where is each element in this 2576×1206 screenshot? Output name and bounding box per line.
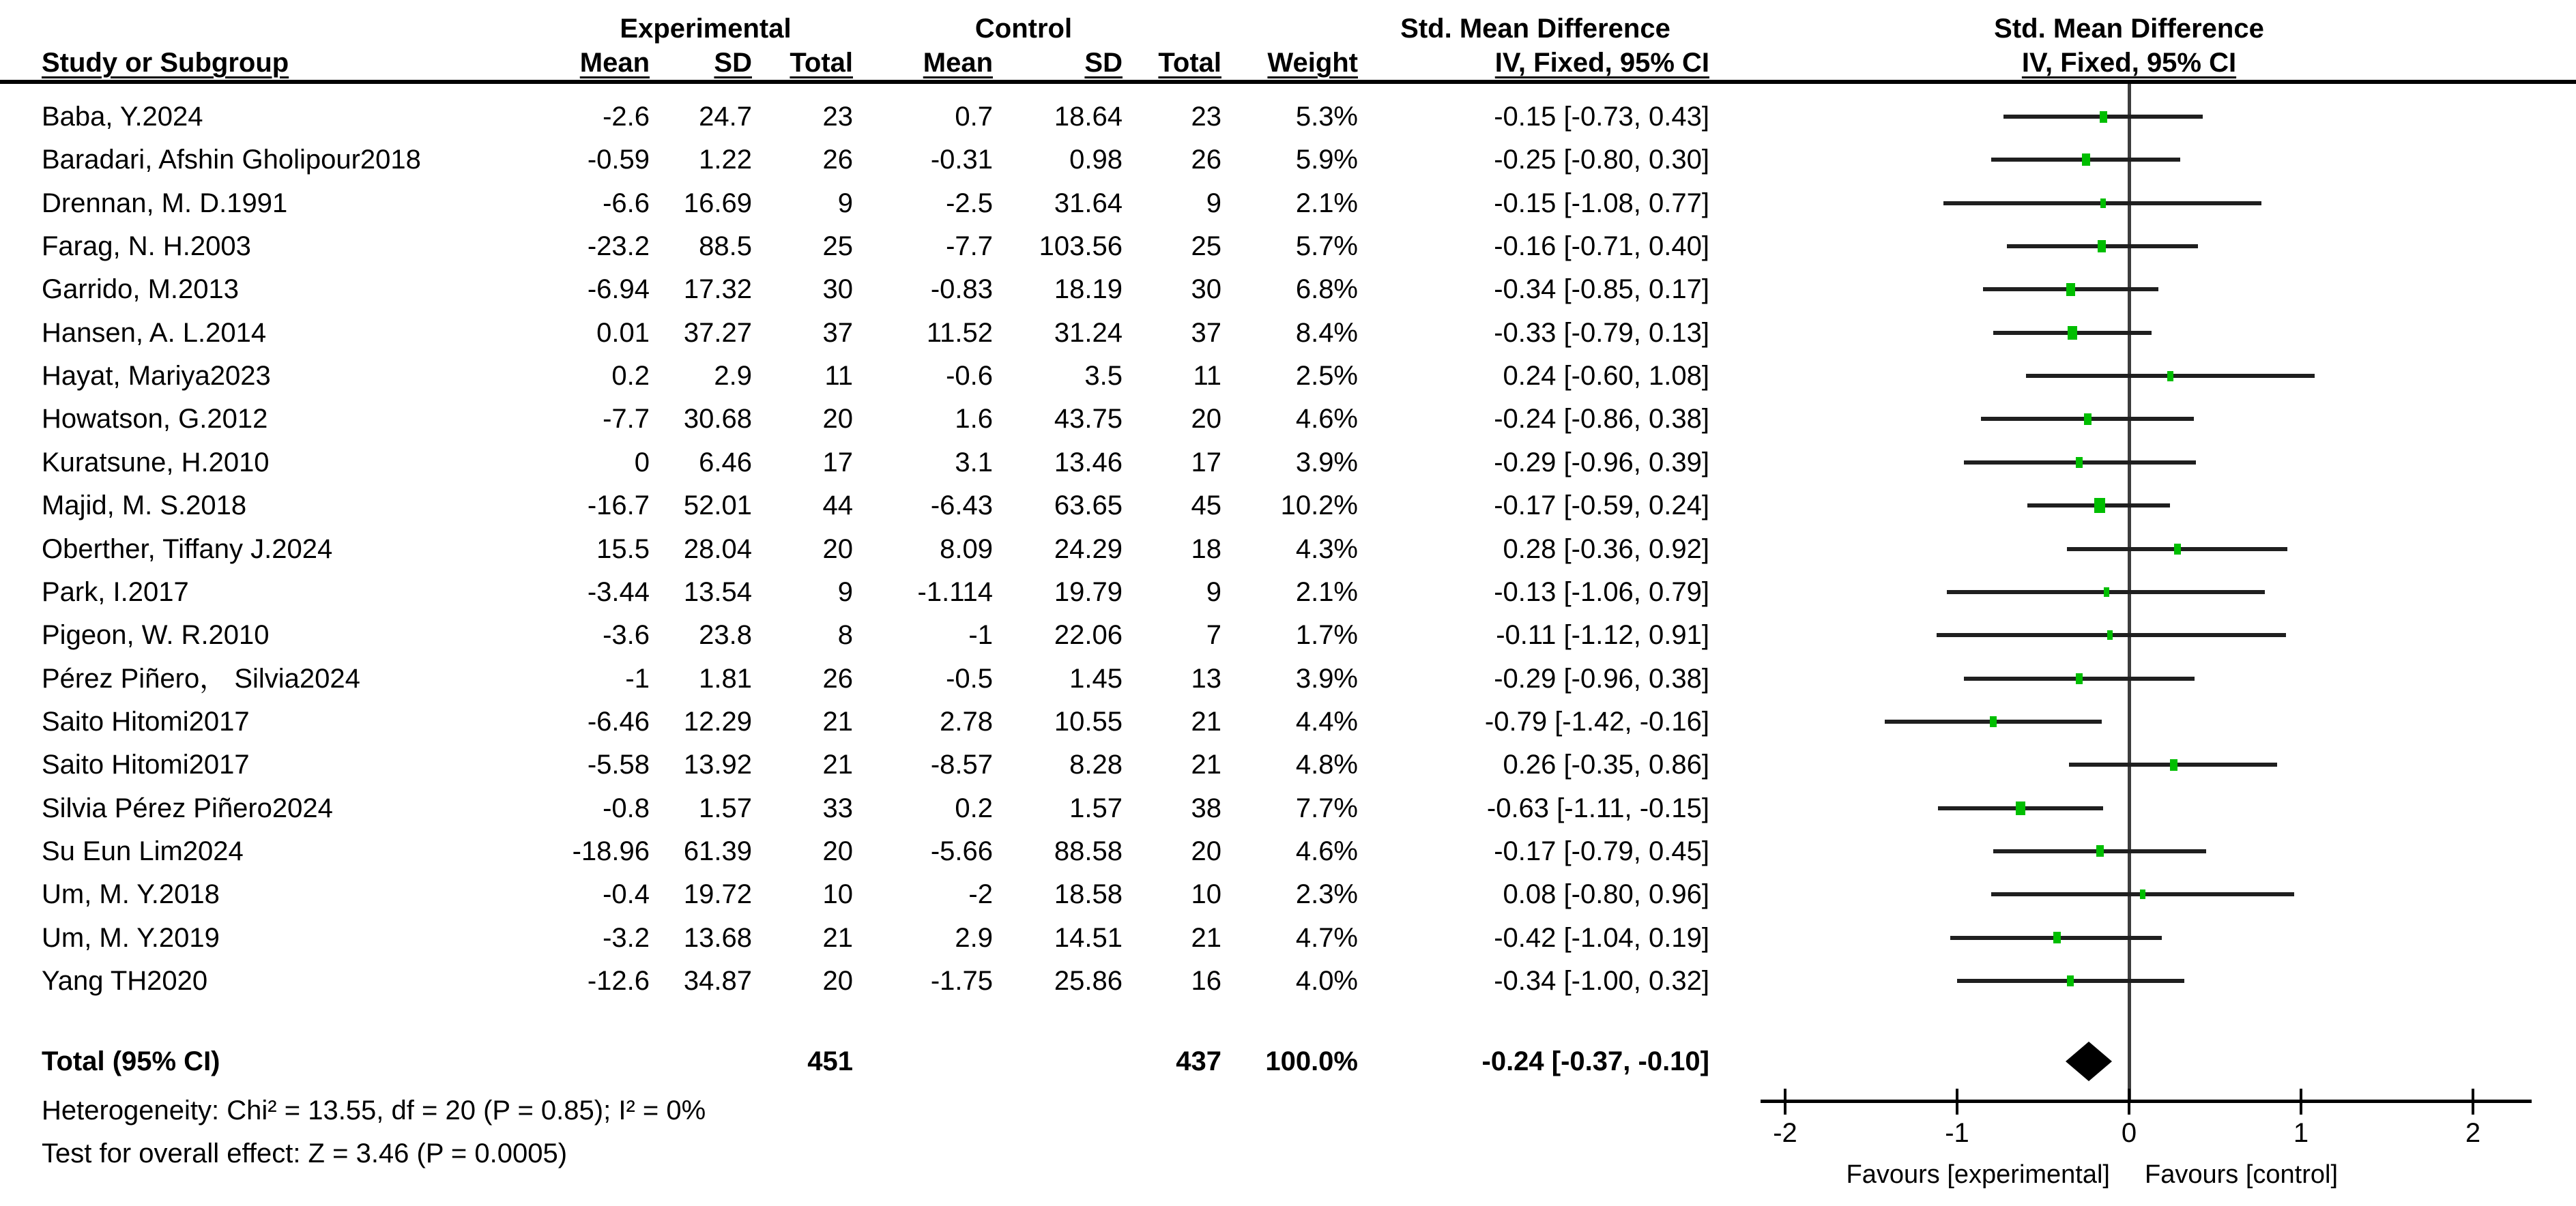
ci-text-value: -0.34 [-1.00, 0.32] [1494, 966, 1709, 996]
ci-text-column-header: IV, Fixed, 95% CI [1494, 48, 1709, 78]
axis-tick-label: 1 [2293, 1118, 2309, 1148]
effect-marker [2167, 371, 2173, 381]
pooled-diamond [2066, 1042, 2112, 1081]
ci-text-value: -0.42 [-1.04, 0.19] [1494, 923, 1709, 953]
ctrl-mean-value: 0.7 [955, 102, 993, 132]
ctrl-mean-value: -2.5 [946, 188, 993, 218]
exp-total-value: 33 [822, 793, 853, 823]
study-name: Baba, Y.2024 [42, 102, 203, 132]
ctrl-sd-value: 63.65 [1054, 490, 1123, 520]
study-name: Pérez Piñero， Silvia2024 [42, 664, 360, 694]
exp-sd-column-header: SD [714, 48, 752, 78]
total-ci-text: -0.24 [-0.37, -0.10] [1481, 1046, 1709, 1076]
ci-text-value: -0.63 [-1.11, -0.15] [1486, 793, 1709, 823]
exp-sd-value: 16.69 [683, 188, 752, 218]
ctrl-mean-value: -7.7 [946, 231, 993, 261]
exp-sd-value: 19.72 [683, 879, 752, 909]
exp-total-value: 21 [822, 707, 853, 737]
exp-mean-value: -0.59 [587, 145, 650, 175]
ctrl-total-value: 26 [1191, 145, 1221, 175]
study-name: Saito Hitomi2017 [42, 707, 250, 737]
exp-mean-value: 0.2 [611, 361, 650, 391]
weight-value: 2.1% [1295, 577, 1358, 607]
weight-value: 4.3% [1295, 534, 1358, 564]
ctrl-mean-value: -1.114 [917, 577, 993, 607]
exp-mean-value: 0 [634, 447, 650, 477]
ctrl-total-value: 37 [1191, 318, 1221, 348]
x-axis-line [1761, 1100, 2532, 1103]
ci-text-value: 0.24 [-0.60, 1.08] [1503, 361, 1709, 391]
weight-value: 8.4% [1295, 318, 1358, 348]
total-row-label: Total (95% CI) [42, 1046, 220, 1076]
ctrl-total-value: 16 [1191, 966, 1221, 996]
effect-marker [1990, 716, 1997, 727]
exp-mean-column-header: Mean [579, 48, 650, 78]
study-name: Majid, M. S.2018 [42, 490, 247, 520]
exp-total-value: 26 [822, 664, 853, 694]
exp-mean-value: -0.8 [603, 793, 650, 823]
ci-text-value: -0.11 [-1.12, 0.91] [1496, 620, 1709, 650]
study-name: Yang TH2020 [42, 966, 208, 996]
exp-mean-value: 0.01 [596, 318, 650, 348]
effect-marker [2107, 630, 2113, 640]
ctrl-total-value: 18 [1191, 534, 1221, 564]
exp-mean-value: -3.6 [603, 620, 650, 650]
ci-text-value: -0.29 [-0.96, 0.38] [1494, 664, 1709, 694]
axis-tick [1784, 1089, 1786, 1115]
ctrl-sd-value: 0.98 [1069, 145, 1123, 175]
exp-sd-value: 23.8 [699, 620, 752, 650]
exp-sd-value: 12.29 [683, 707, 752, 737]
effect-marker [2098, 240, 2106, 252]
study-name: Park, I.2017 [42, 577, 189, 607]
study-name: Saito Hitomi2017 [42, 750, 250, 780]
ci-text-value: 0.08 [-0.80, 0.96] [1503, 879, 1709, 909]
effect-marker [2100, 198, 2106, 208]
ctrl-total-value: 30 [1191, 274, 1221, 304]
exp-sd-value: 2.9 [714, 361, 752, 391]
effect-marker [2076, 457, 2083, 468]
effect-marker [2016, 801, 2025, 815]
ctrl-sd-value: 1.57 [1069, 793, 1123, 823]
smd-text-column-header: Std. Mean Difference [1400, 14, 1670, 44]
study-name: Um, M. Y.2018 [42, 879, 220, 909]
ctrl-total-value: 21 [1191, 923, 1221, 953]
exp-total-value: 10 [822, 879, 853, 909]
exp-total-value: 17 [822, 447, 853, 477]
study-name: Farag, N. H.2003 [42, 231, 251, 261]
study-name: Garrido, M.2013 [42, 274, 240, 304]
effect-marker [2104, 587, 2109, 597]
axis-tick [2128, 1089, 2130, 1115]
effect-marker [2096, 845, 2104, 857]
exp-mean-value: -1 [625, 664, 650, 694]
total-weight: 100.0% [1265, 1046, 1358, 1076]
axis-tick-label: -1 [1945, 1118, 1969, 1148]
ctrl-total-value: 17 [1191, 447, 1221, 477]
weight-value: 2.1% [1295, 188, 1358, 218]
effect-marker [2066, 283, 2075, 296]
ctrl-sd-value: 18.64 [1054, 102, 1123, 132]
effect-marker [2170, 759, 2177, 771]
weight-column-header: Weight [1267, 48, 1358, 78]
weight-value: 3.9% [1295, 664, 1358, 694]
ctrl-mean-value: 1.6 [955, 404, 993, 434]
ci-text-value: 0.26 [-0.35, 0.86] [1503, 750, 1709, 780]
study-name: Drennan, M. D.1991 [42, 188, 288, 218]
exp-mean-value: -7.7 [603, 404, 650, 434]
exp-sd-value: 52.01 [683, 490, 752, 520]
exp-mean-value: 15.5 [596, 534, 650, 564]
ctrl-mean-column-header: Mean [923, 48, 993, 78]
exp-total-value: 20 [822, 966, 853, 996]
weight-value: 6.8% [1295, 274, 1358, 304]
axis-tick [2472, 1089, 2474, 1115]
ctrl-mean-value: 2.78 [940, 707, 993, 737]
ci-text-value: -0.29 [-0.96, 0.39] [1494, 447, 1709, 477]
ctrl-sd-value: 25.86 [1054, 966, 1123, 996]
exp-total-value: 21 [822, 923, 853, 953]
ctrl-sd-value: 18.19 [1054, 274, 1123, 304]
exp-total-value: 20 [822, 534, 853, 564]
weight-value: 7.7% [1295, 793, 1358, 823]
exp-mean-value: -6.6 [603, 188, 650, 218]
ci-text-value: -0.17 [-0.79, 0.45] [1494, 836, 1709, 866]
study-name: Silvia Pérez Piñero2024 [42, 793, 333, 823]
ctrl-mean-value: -0.31 [930, 145, 993, 175]
exp-mean-value: -6.94 [587, 274, 650, 304]
exp-total-value: 20 [822, 836, 853, 866]
weight-value: 5.7% [1295, 231, 1358, 261]
favours-experimental-label: Favours [experimental] [1846, 1160, 2110, 1189]
effect-marker [2100, 111, 2107, 123]
study-name: Kuratsune, H.2010 [42, 447, 270, 477]
exp-total-value: 44 [822, 490, 853, 520]
ci-text-value: -0.15 [-0.73, 0.43] [1494, 102, 1709, 132]
exp-total-value: 37 [822, 318, 853, 348]
study-column-header: Study or Subgroup [42, 48, 289, 78]
ctrl-mean-value: -2 [968, 879, 993, 909]
ci-text-value: -0.13 [-1.06, 0.79] [1494, 577, 1709, 607]
ci-text-value: 0.28 [-0.36, 0.92] [1503, 534, 1709, 564]
axis-tick [1956, 1089, 1958, 1115]
effect-marker [2076, 673, 2083, 684]
ctrl-mean-value: -1.75 [930, 966, 993, 996]
exp-total-value: 11 [824, 361, 853, 391]
weight-value: 10.2% [1280, 490, 1358, 520]
exp-sd-value: 34.87 [683, 966, 752, 996]
effect-marker [2094, 498, 2105, 513]
ctrl-total-value: 45 [1191, 490, 1221, 520]
exp-total-value: 25 [822, 231, 853, 261]
ctrl-mean-value: -5.66 [930, 836, 993, 866]
study-name: Oberther, Tiffany J.2024 [42, 534, 333, 564]
ctrl-sd-value: 1.45 [1069, 664, 1123, 694]
ctrl-mean-value: 0.2 [955, 793, 993, 823]
effect-marker [2053, 932, 2061, 943]
weight-value: 2.3% [1295, 879, 1358, 909]
ctrl-sd-value: 88.58 [1054, 836, 1123, 866]
ctrl-sd-value: 18.58 [1054, 879, 1123, 909]
axis-tick-label: 0 [2121, 1118, 2137, 1148]
axis-tick-label: 2 [2465, 1118, 2481, 1148]
smd-plot-column-header: Std. Mean Difference [1994, 14, 2264, 44]
ctrl-mean-value: -8.57 [930, 750, 993, 780]
exp-mean-value: -3.2 [603, 923, 650, 953]
ctrl-sd-column-header: SD [1084, 48, 1123, 78]
heterogeneity-text: Heterogeneity: Chi² = 13.55, df = 20 (P = 0.85); I² = 0% [42, 1095, 706, 1126]
exp-total-value: 20 [822, 404, 853, 434]
exp-total-column-header: Total [790, 48, 853, 78]
ctrl-total-value: 7 [1206, 620, 1221, 650]
exp-total-value: 30 [822, 274, 853, 304]
control-group-header: Control [974, 14, 1073, 44]
exp-total-value: 23 [822, 102, 853, 132]
ctrl-sd-value: 24.29 [1054, 534, 1123, 564]
favours-control-label: Favours [control] [2145, 1160, 2338, 1189]
ctrl-total-value: 13 [1191, 664, 1221, 694]
exp-mean-value: -5.58 [587, 750, 650, 780]
ci-text-value: -0.79 [-1.42, -0.16] [1484, 707, 1709, 737]
exp-mean-value: -3.44 [587, 577, 650, 607]
exp-total-value: 8 [837, 620, 853, 650]
exp-mean-value: -16.7 [587, 490, 650, 520]
ctrl-total-value: 38 [1191, 793, 1221, 823]
study-name: Su Eun Lim2024 [42, 836, 244, 866]
ctrl-total-value: 20 [1191, 404, 1221, 434]
weight-value: 1.7% [1295, 620, 1358, 650]
ctrl-mean-value: -6.43 [930, 490, 993, 520]
exp-total-value: 26 [822, 145, 853, 175]
effect-marker [2082, 153, 2090, 166]
total-exp-n: 451 [807, 1046, 853, 1076]
overall-effect-text: Test for overall effect: Z = 3.46 (P = 0.0005) [42, 1138, 568, 1168]
ci-text-value: -0.24 [-0.86, 0.38] [1494, 404, 1709, 434]
exp-mean-value: -2.6 [603, 102, 650, 132]
weight-value: 4.0% [1295, 966, 1358, 996]
ctrl-mean-value: -0.6 [946, 361, 993, 391]
study-name: Howatson, G.2012 [42, 404, 268, 434]
ci-text-value: -0.15 [-1.08, 0.77] [1494, 188, 1709, 218]
ci-text-value: -0.33 [-0.79, 0.13] [1494, 318, 1709, 348]
exp-sd-value: 61.39 [683, 836, 752, 866]
ctrl-sd-value: 8.28 [1069, 750, 1123, 780]
exp-sd-value: 13.92 [683, 750, 752, 780]
ctrl-sd-value: 31.24 [1054, 318, 1123, 348]
ctrl-mean-value: -0.5 [946, 664, 993, 694]
weight-value: 5.3% [1295, 102, 1358, 132]
weight-value: 4.7% [1295, 923, 1358, 953]
ctrl-sd-value: 10.55 [1054, 707, 1123, 737]
ctrl-sd-value: 103.56 [1039, 231, 1123, 261]
ctrl-mean-value: -0.83 [930, 274, 993, 304]
ci-text-value: -0.34 [-0.85, 0.17] [1494, 274, 1709, 304]
exp-total-value: 21 [822, 750, 853, 780]
ctrl-total-value: 20 [1191, 836, 1221, 866]
weight-value: 3.9% [1295, 447, 1358, 477]
ci-text-value: -0.17 [-0.59, 0.24] [1494, 490, 1709, 520]
weight-value: 5.9% [1295, 145, 1358, 175]
effect-marker [2068, 326, 2077, 340]
axis-tick-label: -2 [1773, 1118, 1797, 1148]
ctrl-total-value: 23 [1191, 102, 1221, 132]
weight-value: 4.4% [1295, 707, 1358, 737]
ctrl-total-value: 10 [1191, 879, 1221, 909]
ctrl-total-value: 9 [1206, 577, 1221, 607]
total-ctrl-n: 437 [1176, 1046, 1221, 1076]
exp-sd-value: 24.7 [699, 102, 752, 132]
ctrl-sd-value: 19.79 [1054, 577, 1123, 607]
ctrl-sd-value: 22.06 [1054, 620, 1123, 650]
experimental-group-header: Experimental [620, 14, 792, 44]
exp-sd-value: 1.57 [699, 793, 752, 823]
ctrl-total-value: 9 [1206, 188, 1221, 218]
exp-sd-value: 37.27 [683, 318, 752, 348]
exp-sd-value: 30.68 [683, 404, 752, 434]
exp-total-value: 9 [837, 577, 853, 607]
effect-marker [2174, 544, 2181, 555]
ctrl-total-column-header: Total [1158, 48, 1221, 78]
effect-marker [2140, 889, 2145, 899]
weight-value: 4.6% [1295, 404, 1358, 434]
ci-text-value: -0.25 [-0.80, 0.30] [1494, 145, 1709, 175]
exp-mean-value: -0.4 [603, 879, 650, 909]
ctrl-mean-value: -1 [968, 620, 993, 650]
study-name: Hayat, Mariya2023 [42, 361, 271, 391]
exp-total-value: 9 [837, 188, 853, 218]
ctrl-mean-value: 2.9 [955, 923, 993, 953]
exp-sd-value: 17.32 [683, 274, 752, 304]
effect-marker [2084, 413, 2092, 425]
ctrl-sd-value: 14.51 [1054, 923, 1123, 953]
exp-sd-value: 88.5 [699, 231, 752, 261]
exp-sd-value: 28.04 [683, 534, 752, 564]
weight-value: 4.6% [1295, 836, 1358, 866]
ctrl-total-value: 21 [1191, 750, 1221, 780]
study-name: Pigeon, W. R.2010 [42, 620, 270, 650]
ctrl-sd-value: 13.46 [1054, 447, 1123, 477]
ctrl-total-value: 25 [1191, 231, 1221, 261]
exp-sd-value: 13.54 [683, 577, 752, 607]
study-name: Baradari, Afshin Gholipour2018 [42, 145, 421, 175]
ctrl-mean-value: 11.52 [926, 318, 993, 348]
exp-sd-value: 6.46 [699, 447, 752, 477]
exp-mean-value: -12.6 [587, 966, 650, 996]
weight-value: 2.5% [1295, 361, 1358, 391]
ci-text-value: -0.16 [-0.71, 0.40] [1494, 231, 1709, 261]
ctrl-total-value: 11 [1193, 361, 1221, 391]
study-name: Um, M. Y.2019 [42, 923, 220, 953]
exp-sd-value: 1.81 [699, 664, 752, 694]
study-name: Hansen, A. L.2014 [42, 318, 267, 348]
exp-sd-value: 1.22 [699, 145, 752, 175]
ctrl-mean-value: 8.09 [940, 534, 993, 564]
exp-mean-value: -23.2 [587, 231, 650, 261]
exp-sd-value: 13.68 [683, 923, 752, 953]
ctrl-mean-value: 3.1 [955, 447, 993, 477]
axis-tick [2300, 1089, 2302, 1115]
effect-marker [2067, 975, 2074, 986]
ctrl-sd-value: 31.64 [1054, 188, 1123, 218]
ctrl-sd-value: 43.75 [1054, 404, 1123, 434]
ci-plot-column-header: IV, Fixed, 95% CI [2021, 48, 2237, 78]
exp-mean-value: -6.46 [587, 707, 650, 737]
exp-mean-value: -18.96 [572, 836, 650, 866]
header-rule [0, 80, 2576, 84]
ctrl-total-value: 21 [1191, 707, 1221, 737]
weight-value: 4.8% [1295, 750, 1358, 780]
ctrl-sd-value: 3.5 [1084, 361, 1123, 391]
